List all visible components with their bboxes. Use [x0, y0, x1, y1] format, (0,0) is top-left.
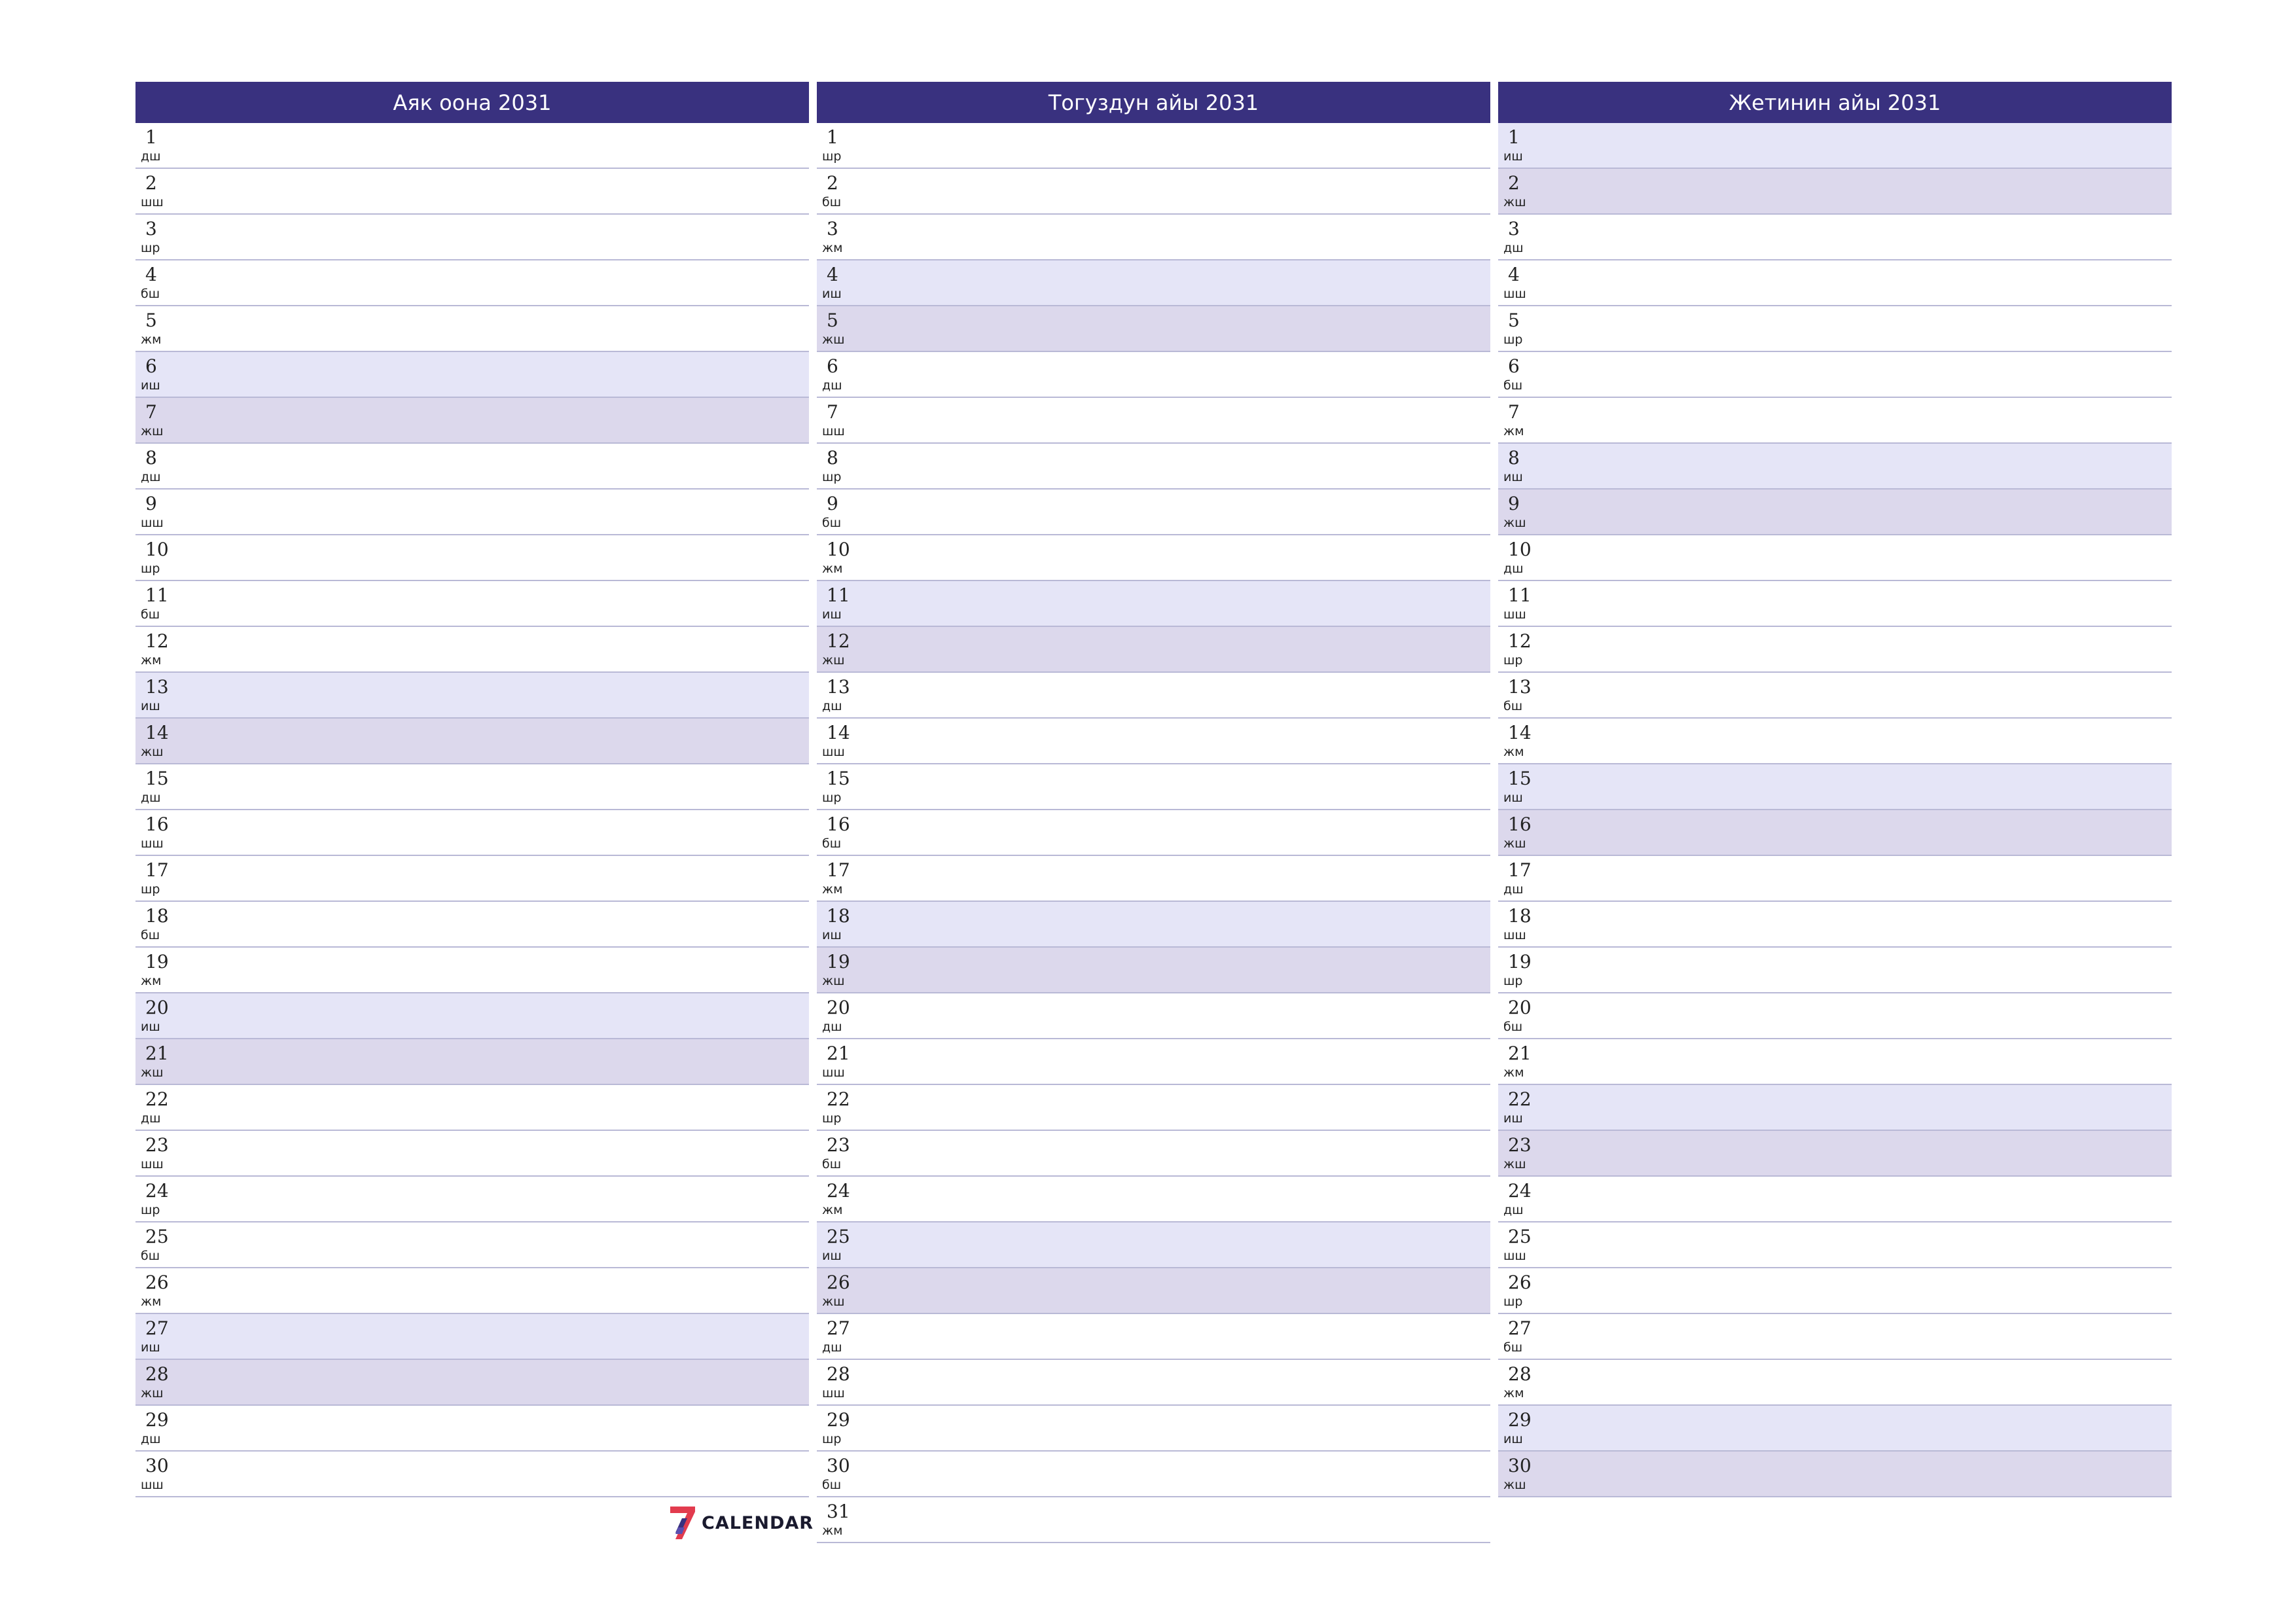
- day-number: 13: [1508, 676, 1532, 698]
- weekday-abbr: дш: [1503, 882, 1524, 897]
- month-title: Тогуздун айы 2031: [817, 82, 1490, 123]
- day-row[interactable]: [1498, 627, 2172, 673]
- day-number: 30: [827, 1455, 850, 1476]
- month-column-2: [817, 82, 1490, 1543]
- weekday-abbr: жм: [141, 653, 162, 668]
- weekday-abbr: жш: [141, 745, 164, 759]
- weekday-abbr: жм: [822, 1203, 843, 1217]
- day-row[interactable]: [135, 1406, 809, 1452]
- weekday-abbr: бш: [822, 836, 842, 851]
- day-number: 5: [1508, 310, 1520, 331]
- day-row[interactable]: [135, 1131, 809, 1177]
- weekday-abbr: бш: [1503, 699, 1523, 713]
- day-number: 7: [827, 401, 838, 423]
- day-row[interactable]: [817, 948, 1490, 993]
- weekday-abbr: дш: [141, 791, 161, 805]
- weekday-abbr: бш: [141, 287, 160, 301]
- weekday-abbr: жм: [1503, 745, 1524, 759]
- weekday-abbr: иш: [1503, 149, 1523, 164]
- weekday-abbr: шш: [822, 1065, 845, 1080]
- day-row[interactable]: [1498, 260, 2172, 306]
- weekday-abbr: жм: [141, 1294, 162, 1309]
- day-number: 14: [1508, 722, 1532, 743]
- day-row[interactable]: [1498, 215, 2172, 260]
- day-number: 10: [827, 539, 850, 560]
- day-number: 3: [1508, 218, 1520, 240]
- day-row[interactable]: [817, 1131, 1490, 1177]
- day-number: 22: [827, 1088, 850, 1110]
- day-number: 19: [1508, 951, 1532, 972]
- day-number: 5: [827, 310, 838, 331]
- day-number: 29: [145, 1409, 169, 1431]
- day-number: 10: [1508, 539, 1532, 560]
- day-number: 28: [145, 1363, 169, 1385]
- weekday-abbr: шр: [141, 1203, 160, 1217]
- weekday-abbr: иш: [141, 1020, 160, 1034]
- day-row[interactable]: [135, 123, 809, 169]
- day-number: 6: [827, 355, 838, 377]
- weekday-abbr: жм: [1503, 1065, 1524, 1080]
- day-number: 26: [1508, 1272, 1532, 1293]
- day-row[interactable]: [817, 215, 1490, 260]
- day-row[interactable]: [1498, 856, 2172, 902]
- weekday-abbr: бш: [822, 195, 842, 209]
- weekday-abbr: жш: [1503, 195, 1526, 209]
- day-number: 25: [827, 1226, 850, 1247]
- day-row[interactable]: [1498, 993, 2172, 1039]
- day-number: 22: [1508, 1088, 1532, 1110]
- weekday-abbr: жм: [822, 882, 843, 897]
- day-number: 7: [1508, 401, 1520, 423]
- weekday-abbr: иш: [1503, 1432, 1523, 1446]
- day-row[interactable]: [1498, 764, 2172, 810]
- day-row[interactable]: [817, 1360, 1490, 1406]
- day-number: 11: [145, 584, 169, 606]
- day-row[interactable]: [817, 856, 1490, 902]
- month-title: Аяк оона 2031: [135, 82, 809, 123]
- day-number: 4: [1508, 264, 1520, 285]
- weekday-abbr: шш: [141, 836, 164, 851]
- weekday-abbr: дш: [1503, 241, 1524, 255]
- weekday-abbr: иш: [1503, 1111, 1523, 1126]
- day-number: 27: [1508, 1317, 1532, 1339]
- seven-logo-icon: [669, 1505, 696, 1541]
- weekday-abbr: жм: [1503, 424, 1524, 438]
- day-number: 3: [145, 218, 157, 240]
- day-row[interactable]: [817, 306, 1490, 352]
- day-number: 19: [827, 951, 850, 972]
- weekday-abbr: шр: [822, 1111, 842, 1126]
- day-number: 15: [145, 768, 169, 789]
- weekday-abbr: жш: [1503, 1157, 1526, 1171]
- weekday-abbr: жш: [141, 1065, 164, 1080]
- day-row[interactable]: [135, 215, 809, 260]
- weekday-abbr: бш: [1503, 378, 1523, 393]
- day-row[interactable]: [1498, 1268, 2172, 1314]
- day-row[interactable]: [1498, 444, 2172, 490]
- weekday-abbr: бш: [141, 928, 160, 942]
- day-number: 8: [827, 447, 838, 469]
- day-number: 15: [1508, 768, 1532, 789]
- day-row[interactable]: [135, 764, 809, 810]
- weekday-abbr: шр: [822, 470, 842, 484]
- month-column-3: [1498, 82, 2172, 1543]
- day-row[interactable]: [817, 1314, 1490, 1360]
- weekday-abbr: шр: [141, 241, 160, 255]
- weekday-abbr: жм: [1503, 1386, 1524, 1400]
- day-number: 17: [827, 859, 850, 881]
- weekday-abbr: бш: [141, 607, 160, 622]
- day-row[interactable]: [817, 627, 1490, 673]
- weekday-abbr: иш: [141, 378, 160, 393]
- day-row[interactable]: [1498, 1360, 2172, 1406]
- day-number: 14: [145, 722, 169, 743]
- day-row[interactable]: [1498, 581, 2172, 627]
- weekday-abbr: жш: [822, 653, 845, 668]
- day-number: 27: [145, 1317, 169, 1339]
- day-row[interactable]: [135, 535, 809, 581]
- weekday-abbr: жш: [822, 974, 845, 988]
- day-number: 9: [827, 493, 838, 514]
- day-row[interactable]: [135, 856, 809, 902]
- day-row[interactable]: [135, 1268, 809, 1314]
- weekday-abbr: жш: [141, 424, 164, 438]
- weekday-abbr: иш: [141, 699, 160, 713]
- day-number: 18: [1508, 905, 1532, 927]
- day-number: 24: [827, 1180, 850, 1202]
- weekday-abbr: бш: [1503, 1020, 1523, 1034]
- day-row[interactable]: [135, 490, 809, 535]
- weekday-abbr: жш: [822, 332, 845, 347]
- day-row[interactable]: [817, 1268, 1490, 1314]
- day-number: 10: [145, 539, 169, 560]
- day-number: 9: [1508, 493, 1520, 514]
- day-row[interactable]: [135, 1314, 809, 1360]
- weekday-abbr: иш: [141, 1340, 160, 1355]
- day-number: 28: [827, 1363, 850, 1385]
- day-number: 21: [1508, 1043, 1532, 1064]
- weekday-abbr: шш: [141, 516, 164, 530]
- day-number: 16: [145, 813, 169, 835]
- day-number: 24: [145, 1180, 169, 1202]
- day-number: 18: [145, 905, 169, 927]
- weekday-abbr: шш: [141, 1157, 164, 1171]
- day-row[interactable]: [817, 810, 1490, 856]
- weekday-abbr: шр: [1503, 1294, 1523, 1309]
- day-row[interactable]: [817, 1497, 1490, 1543]
- day-number: 13: [145, 676, 169, 698]
- day-row[interactable]: [817, 581, 1490, 627]
- day-number: 28: [1508, 1363, 1532, 1385]
- weekday-abbr: иш: [822, 928, 842, 942]
- day-row[interactable]: [1498, 673, 2172, 719]
- day-number: 2: [827, 172, 838, 194]
- day-row[interactable]: [135, 1222, 809, 1268]
- weekday-abbr: шш: [1503, 607, 1526, 622]
- weekday-abbr: дш: [141, 470, 161, 484]
- weekday-abbr: жм: [822, 1524, 843, 1538]
- weekday-abbr: дш: [1503, 562, 1524, 576]
- day-number: 25: [1508, 1226, 1532, 1247]
- weekday-abbr: шр: [1503, 332, 1523, 347]
- day-number: 30: [1508, 1455, 1532, 1476]
- day-number: 26: [145, 1272, 169, 1293]
- day-number: 8: [1508, 447, 1520, 469]
- day-list: [817, 123, 1490, 1543]
- weekday-abbr: шш: [1503, 928, 1526, 942]
- weekday-abbr: шш: [141, 1478, 164, 1492]
- weekday-abbr: иш: [822, 287, 842, 301]
- day-number: 2: [145, 172, 157, 194]
- day-number: 12: [1508, 630, 1532, 652]
- day-row[interactable]: [135, 1085, 809, 1131]
- day-row[interactable]: [817, 1222, 1490, 1268]
- weekday-abbr: шш: [1503, 287, 1526, 301]
- weekday-abbr: иш: [822, 607, 842, 622]
- day-row[interactable]: [817, 673, 1490, 719]
- weekday-abbr: шш: [822, 424, 845, 438]
- day-number: 18: [827, 905, 850, 927]
- day-number: 1: [827, 126, 838, 148]
- day-number: 14: [827, 722, 850, 743]
- weekday-abbr: дш: [141, 1111, 161, 1126]
- day-row[interactable]: [817, 398, 1490, 444]
- weekday-abbr: шр: [822, 149, 842, 164]
- day-number: 1: [145, 126, 157, 148]
- day-row[interactable]: [135, 352, 809, 398]
- day-number: 7: [145, 401, 157, 423]
- day-row[interactable]: [135, 948, 809, 993]
- day-number: 20: [145, 997, 169, 1018]
- day-list: [1498, 123, 2172, 1497]
- day-row[interactable]: [1498, 398, 2172, 444]
- weekday-abbr: шр: [1503, 974, 1523, 988]
- day-row[interactable]: [1498, 306, 2172, 352]
- weekday-abbr: дш: [822, 699, 842, 713]
- day-number: 24: [1508, 1180, 1532, 1202]
- day-number: 8: [145, 447, 157, 469]
- day-number: 21: [145, 1043, 169, 1064]
- day-row[interactable]: [135, 627, 809, 673]
- weekday-abbr: дш: [141, 1432, 161, 1446]
- day-number: 4: [827, 264, 838, 285]
- day-number: 17: [145, 859, 169, 881]
- weekday-abbr: бш: [822, 1157, 842, 1171]
- day-row[interactable]: [817, 1085, 1490, 1131]
- month-title: Жетинин айы 2031: [1498, 82, 2172, 123]
- day-row[interactable]: [135, 444, 809, 490]
- weekday-abbr: жш: [1503, 516, 1526, 530]
- day-number: 6: [145, 355, 157, 377]
- day-row[interactable]: [817, 1406, 1490, 1452]
- weekday-abbr: иш: [822, 1249, 842, 1263]
- weekday-abbr: шш: [822, 745, 845, 759]
- day-number: 21: [827, 1043, 850, 1064]
- day-number: 4: [145, 264, 157, 285]
- day-row[interactable]: [1498, 123, 2172, 169]
- weekday-abbr: шр: [822, 1432, 842, 1446]
- day-row[interactable]: [817, 123, 1490, 169]
- day-row[interactable]: [135, 1360, 809, 1406]
- calendar-logo[interactable]: [669, 1505, 814, 1541]
- day-number: 13: [827, 676, 850, 698]
- day-number: 23: [1508, 1134, 1532, 1156]
- day-number: 22: [145, 1088, 169, 1110]
- calendar: [135, 82, 2172, 1543]
- day-list: [135, 123, 809, 1497]
- weekday-abbr: дш: [141, 149, 161, 164]
- day-row[interactable]: [817, 902, 1490, 948]
- day-row[interactable]: [817, 764, 1490, 810]
- day-row[interactable]: [1498, 352, 2172, 398]
- day-number: 27: [827, 1317, 850, 1339]
- weekday-abbr: дш: [822, 1020, 842, 1034]
- day-row[interactable]: [1498, 902, 2172, 948]
- day-row[interactable]: [135, 902, 809, 948]
- day-row[interactable]: [135, 810, 809, 856]
- day-row[interactable]: [1498, 1406, 2172, 1452]
- day-number: 12: [827, 630, 850, 652]
- day-row[interactable]: [1498, 1131, 2172, 1177]
- day-row[interactable]: [135, 673, 809, 719]
- weekday-abbr: шш: [1503, 1249, 1526, 1263]
- month-column-1: [135, 82, 809, 1543]
- weekday-abbr: жм: [141, 974, 162, 988]
- day-row[interactable]: [135, 260, 809, 306]
- day-number: 1: [1508, 126, 1520, 148]
- day-row[interactable]: [135, 1039, 809, 1085]
- weekday-abbr: жш: [1503, 836, 1526, 851]
- weekday-abbr: иш: [1503, 470, 1523, 484]
- weekday-abbr: дш: [822, 378, 842, 393]
- weekday-abbr: дш: [1503, 1203, 1524, 1217]
- day-row[interactable]: [1498, 810, 2172, 856]
- logo-text: CALENDAR: [702, 1512, 814, 1533]
- day-row[interactable]: [817, 719, 1490, 764]
- day-number: 25: [145, 1226, 169, 1247]
- day-number: 16: [1508, 813, 1532, 835]
- day-number: 20: [827, 997, 850, 1018]
- weekday-abbr: шр: [141, 562, 160, 576]
- day-number: 23: [145, 1134, 169, 1156]
- day-row[interactable]: [817, 352, 1490, 398]
- day-number: 2: [1508, 172, 1520, 194]
- day-row[interactable]: [1498, 1039, 2172, 1085]
- weekday-abbr: жм: [822, 241, 843, 255]
- weekday-abbr: жш: [141, 1386, 164, 1400]
- weekday-abbr: бш: [1503, 1340, 1523, 1355]
- day-row[interactable]: [817, 535, 1490, 581]
- weekday-abbr: иш: [1503, 791, 1523, 805]
- day-row[interactable]: [135, 306, 809, 352]
- day-number: 31: [827, 1501, 850, 1522]
- weekday-abbr: жш: [1503, 1478, 1526, 1492]
- day-number: 29: [827, 1409, 850, 1431]
- day-row[interactable]: [1498, 1222, 2172, 1268]
- day-row[interactable]: [1498, 719, 2172, 764]
- weekday-abbr: бш: [822, 516, 842, 530]
- day-row[interactable]: [1498, 1177, 2172, 1222]
- day-number: 16: [827, 813, 850, 835]
- day-row[interactable]: [817, 444, 1490, 490]
- day-number: 5: [145, 310, 157, 331]
- day-row[interactable]: [817, 993, 1490, 1039]
- weekday-abbr: шр: [822, 791, 842, 805]
- day-row[interactable]: [1498, 169, 2172, 215]
- day-row[interactable]: [817, 1039, 1490, 1085]
- weekday-abbr: жш: [822, 1294, 845, 1309]
- day-number: 12: [145, 630, 169, 652]
- day-row[interactable]: [817, 169, 1490, 215]
- day-number: 23: [827, 1134, 850, 1156]
- day-number: 26: [827, 1272, 850, 1293]
- day-number: 20: [1508, 997, 1532, 1018]
- day-number: 29: [1508, 1409, 1532, 1431]
- day-row[interactable]: [1498, 1314, 2172, 1360]
- day-row[interactable]: [135, 1452, 809, 1497]
- weekday-abbr: шр: [1503, 653, 1523, 668]
- day-number: 6: [1508, 355, 1520, 377]
- day-row[interactable]: [817, 1177, 1490, 1222]
- day-row[interactable]: [1498, 535, 2172, 581]
- weekday-abbr: жм: [822, 562, 843, 576]
- day-number: 15: [827, 768, 850, 789]
- weekday-abbr: жм: [141, 332, 162, 347]
- day-number: 3: [827, 218, 838, 240]
- day-row[interactable]: [135, 169, 809, 215]
- day-row[interactable]: [817, 1452, 1490, 1497]
- day-row[interactable]: [135, 719, 809, 764]
- weekday-abbr: бш: [822, 1478, 842, 1492]
- day-row[interactable]: [135, 581, 809, 627]
- weekday-abbr: шр: [141, 882, 160, 897]
- day-row[interactable]: [817, 260, 1490, 306]
- day-row[interactable]: [1498, 1085, 2172, 1131]
- day-number: 11: [1508, 584, 1532, 606]
- day-number: 19: [145, 951, 169, 972]
- weekday-abbr: дш: [822, 1340, 842, 1355]
- day-row[interactable]: [1498, 948, 2172, 993]
- day-number: 11: [827, 584, 850, 606]
- day-number: 9: [145, 493, 157, 514]
- day-number: 17: [1508, 859, 1532, 881]
- weekday-abbr: бш: [141, 1249, 160, 1263]
- day-row[interactable]: [135, 398, 809, 444]
- day-row[interactable]: [1498, 1452, 2172, 1497]
- weekday-abbr: шш: [822, 1386, 845, 1400]
- day-number: 30: [145, 1455, 169, 1476]
- day-row[interactable]: [817, 490, 1490, 535]
- day-row[interactable]: [135, 1177, 809, 1222]
- day-row[interactable]: [135, 993, 809, 1039]
- weekday-abbr: шш: [141, 195, 164, 209]
- day-row[interactable]: [1498, 490, 2172, 535]
